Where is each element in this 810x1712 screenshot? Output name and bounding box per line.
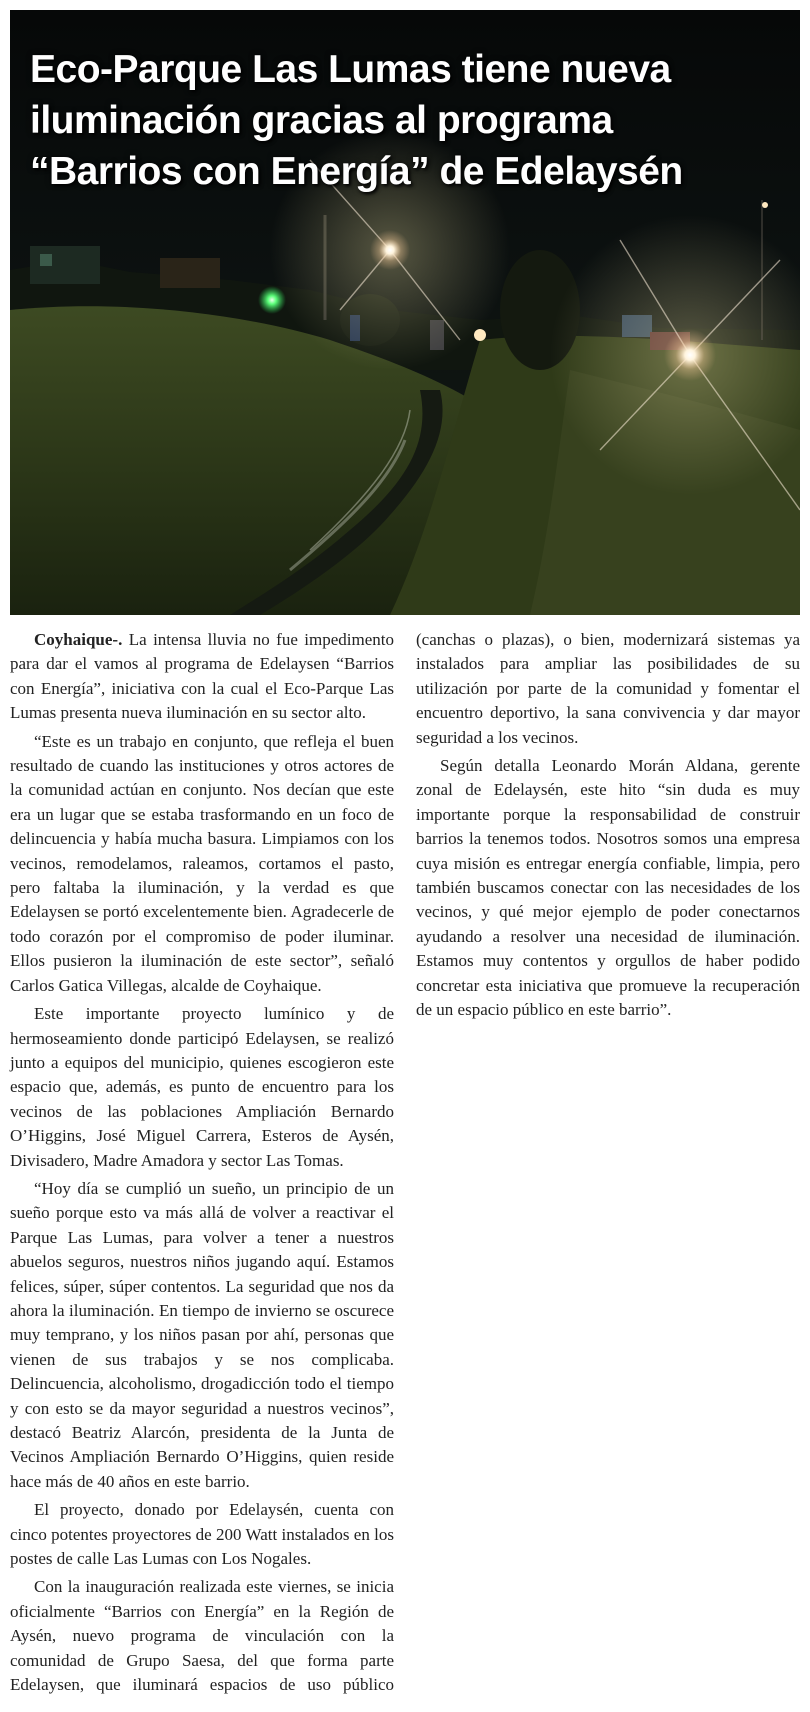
article-paragraph-4: “Hoy día se cumplió un sueño, un principio de un sueño porque esto va más allá de volver a reactivar el Parque Las Lumas, para volver a tener a nuestros abuelos seguros, nuestros niños jugando aquí. Estamos felices, súper, súper contentos. La seguridad que nos da ahora la iluminación. En tiempo de invierno se oscurece muy temprano, y los niños pasan por ahí, personas que vienen de sus trabajos y se nos complicaba. Delincuencia, alcoholismo, drogadicción todo el tiempo y con esto se da mayor seguridad a nuestros vecinos”, destacó Beatriz Alarcón, presidenta de la Junta de Vecinos Ampliación Bernardo O’Higgins, quien reside hace más de 40 años en este barrio. — [10, 1178, 394, 1491]
headline: Eco-Parque Las Lumas tiene nueva iluminación gracias al programa “Barrios con Energía” de Edelaysén — [30, 48, 683, 193]
article-body — [10, 628, 800, 1703]
article-paragraph-5: El proyecto, donado por Edelaysén, cuenta con cinco potentes proyectores de 200 Watt instalados en los postes de calle Las Lumas con Los Nogales. — [10, 1500, 394, 1569]
article-paragraph-2: “Este es un trabajo en conjunto, que refleja el buen resultado de cuando las instituciones y otros actores de la comunidad actúan en conjunto. Nos decían que este era un lugar que se estaba trasformando en un foco de delincuencia y había mucha basura. Limpiamos con los vecinos, remodelamos, raleamos, cortamos el pasto, pero faltaba la iluminación, y la verdad es que Edelaysen se portó excelentemente bien. Agradecerle de todo corazón por el compromiso de poder iluminar. Ellos pusieron la iluminación de este sector”, señaló Carlos Gatica Villegas, alcalde de Coyhaique. — [10, 731, 394, 995]
article-paragraph-6: Con la inauguración realizada este viernes, se inicia oficialmente “Barrios con Energía” en la Región de Aysén, nuevo programa de vinculación con la comunidad de Grupo Saesa, del que forma parte Edelaysen, que iluminará espacios de uso público (canchas o plazas), o bien, modernizará sistemas ya instalados para ampliar las posibilidades de su utilización por parte de la comunidad y fomentar el encuentro deportivo, la sana convivencia y dar mayor seguridad a los vecinos. — [10, 630, 800, 1695]
hero-photo — [10, 10, 800, 615]
dateline: Coyhaique-. — [34, 630, 123, 649]
paragraph-1-text: La intensa lluvia no fue impedimento para dar el vamos al programa de Edelaysen “Barrios con Energía”, iniciativa con la cual el Eco-Parque Las Lumas presenta nueva iluminación en su sector alto. — [10, 630, 395, 723]
article-paragraph-7: Según detalla Leonardo Morán Aldana, gerente zonal de Edelaysén, este hito “sin duda es muy importante porque la responsabilidad de construir barrios la tenemos todos. Nosotros somos una empresa cuya misión es entregar energía confiable, limpia, pero también buscamos conectar con las necesidades de los vecinos, y qué mejor ejemplo de poder conectarnos ayudando a resolver una necesidad de iluminación. Estamos muy contentos y orgullos de haber podido concretar esta iniciativa que promueve la recuperación de un espacio público en este barrio”. — [416, 756, 800, 1020]
article-paragraph-1 — [10, 628, 394, 726]
article-paragraph-3: Este importante proyecto lumínico y de hermoseamiento donde participó Edelaysen, se realizó junto a equipos del municipio, quienes escogieron este espacio que, además, es punto de encuentro para los vecinos de las poblaciones Ampliación Bernardo O’Higgins, José Miguel Carrera, Esteros de Aysén, Divisadero, Madre Amadora y sector Las Tomas. — [10, 1004, 394, 1170]
